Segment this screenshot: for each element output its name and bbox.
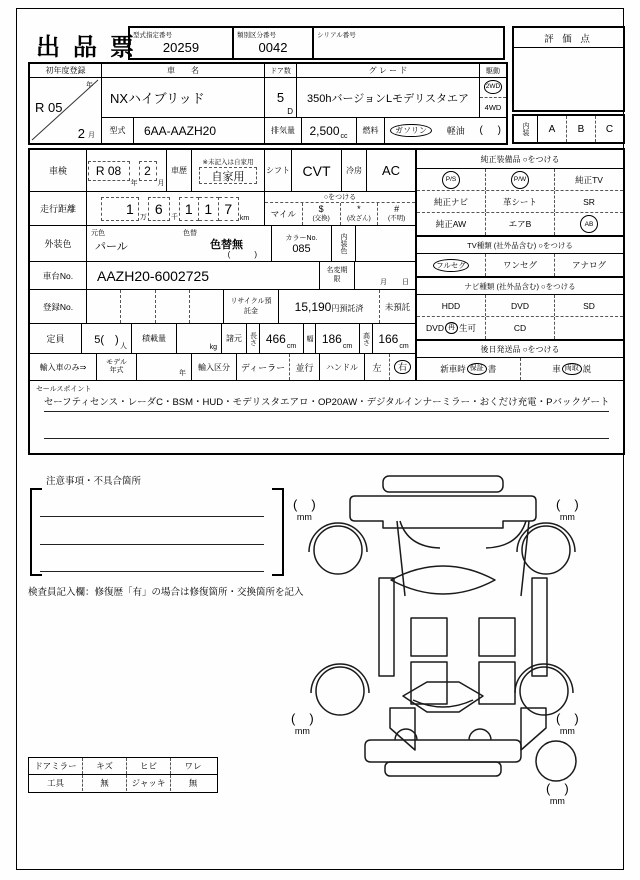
width-label-text: 幅 [306,335,313,342]
interior-color-label [332,226,356,261]
mirror-scratch: キズ [83,758,127,774]
interior-color-value [356,226,415,261]
mileage-cell [87,192,265,225]
recycle-deposit-value [279,290,380,323]
tools-row [29,775,217,791]
door-count-cell [265,78,297,117]
measurement-label-rear-left [291,712,314,736]
measurement-label-front-left [293,498,316,522]
aircon-value: AC [381,163,401,178]
exterior-color-label: 外装色 [30,226,87,261]
drivetrain-cell [480,78,506,117]
model-year-unit: 年 [179,370,186,377]
interior-grade-a: A [538,116,567,142]
warranty-book-selected [417,358,521,380]
header-table [128,26,505,60]
fuel-paren-close: ) [497,125,501,136]
measurement-label-rear-right [556,712,579,736]
odometer-marks [265,192,415,225]
capacity-cell [82,324,132,353]
name-change-deadline-cell [355,262,415,289]
exterior-color-cell [87,226,272,261]
evaluation-score-value [514,48,623,110]
notes-line-3 [40,571,264,572]
registration-cell-4 [190,290,223,323]
color-change-value: 色替無 [210,239,243,251]
first-reg-year [35,100,62,115]
mark-exchange [303,203,341,225]
mark-hash-sub: (不明) [387,215,406,223]
vehicle-main-table [28,62,508,145]
inspection-label: 車検 [30,150,87,191]
bracket-close: ) [574,497,579,512]
mirror-row [29,758,217,775]
equipment-column [415,150,623,380]
interior-color-label-text: 内装色 [340,233,347,254]
grade-label: グ レ ー ド [297,64,480,77]
navi-hdd: HDD [417,295,486,316]
inspection-month: 2 [139,161,157,181]
ab-circle: AB [580,215,598,233]
model-code-text: 6AA-AAZH20 [144,123,217,138]
color-number-cell [272,226,332,261]
registration-cell-3 [156,290,190,323]
navi-dvd: DVD [486,295,555,316]
length-cell [260,324,304,353]
interior-grade-row [512,114,625,144]
warranty-pre: 新車時 [440,364,466,374]
import-parallel: 並行 [290,354,320,380]
shift-value: CVT [292,150,342,191]
recycle-suffix: 円預託済 [331,303,364,313]
sales-point-line-2 [44,438,609,439]
bracket-close: ) [311,497,316,512]
height-label-text: 高さ [362,331,370,346]
color-change-paren: ( ) [227,250,257,259]
load-capacity-cell [177,324,222,353]
notes-bracket-left [30,488,42,576]
recycle-amount: 15,190 [294,299,332,314]
inspection-year-unit: 年 [130,180,138,187]
tv-oneseg: ワンセグ [486,254,555,276]
bracket-spare [546,782,569,795]
height-unit: cm [399,343,409,350]
ps-circle: P/S [442,171,460,189]
bracket-front-left [293,498,316,511]
car-underbody-diagram [293,470,633,800]
first-reg-year-value: 05 [48,100,63,115]
first-reg-month-unit: 月 [88,132,95,139]
shift-label: シフト [265,150,292,191]
length-value: 466 [265,331,286,346]
import-only-label: 輸入車のみ⇒ [30,354,97,380]
equip-leather-seat: 革シート [486,191,555,212]
notes-label: 注意事項・不具合箇所 [46,476,142,487]
tv-type-header: TV種類 (社外品含む) ○をつける [417,235,623,254]
mileage-unit: km [239,215,250,222]
first-registration-cell [30,64,102,143]
bracket-open: ( [293,497,298,512]
warranty-circle: 保証 [467,363,487,375]
navi-empty [555,317,623,339]
detail-table [28,148,625,455]
serial-number-label: シリアル番号 [317,32,356,39]
mirror-crack: ヒビ [127,758,171,774]
history-value: 自家用 [199,167,257,184]
import-dealer: ディーラー [237,354,290,380]
vehicle-name-value [102,78,265,117]
model-designation-label: 型式指定番号 [133,32,172,39]
interior-grade-label-text: 内装 [522,122,529,136]
evaluation-score-label: 評 価 点 [514,28,623,48]
sales-point-text: セーフティセンス・レーダC・BSM・HUD・モデリスタエアロ・OP20AW・デジタルインナーミラー・おくだけ充電・Pバックゲート [44,394,609,412]
form-title: 出品票 [36,34,147,61]
navi-type-header: ナビ種類 (社外品含む) ○をつける [417,276,623,295]
bracket-open: ( [291,711,296,726]
registration-number-cells [87,290,224,323]
bracket-open: ( [556,497,561,512]
dimensions-label: 諸元 [222,324,247,353]
first-reg-era: R [35,100,45,115]
width-label [304,324,316,353]
interior-grade-label [514,116,538,142]
width-cell [316,324,360,353]
bracket-rear-left [291,712,314,725]
color-number-value: 085 [292,242,311,255]
mirror-break: ワレ [184,761,202,771]
equip-genuine-tv: 純正TV [575,174,603,185]
import-class-label: 輸入区分 [192,354,237,380]
vehicle-name-text: NXハイブリッド [110,91,205,106]
vehicle-history-cell [192,150,265,191]
door-count-value: 5 [276,90,285,105]
tv-fullseg-selected [417,254,486,276]
mileage-label: 走行距離 [30,192,87,225]
mileage-10k-unit: 万 [139,214,147,221]
interior-grade-b: B [567,116,596,142]
name-change-month: 月 [380,279,387,286]
name-change-deadline-label: 名変期限 [320,262,355,289]
model-code-label: 型式 [102,118,134,143]
mm-unit: mm [559,726,575,736]
handle-label: ハンドル [320,354,365,380]
mm-unit: mm [549,796,565,806]
recycle-not-deposited: 未預託 [384,301,411,312]
mark-tampered [341,203,379,225]
mark-hash: # [394,204,400,215]
model-year-label: モデル年式 [97,354,137,380]
chassis-number-value [87,262,320,289]
equip-sunroof: SR [583,196,595,207]
height-cell [373,324,415,353]
dvd-play-post: 生可 [458,323,476,333]
vehicle-name-label: 車 名 [102,64,265,77]
warranty-post: 書 [487,364,497,374]
first-reg-year-unit: 年 [86,82,93,89]
tools-none: 無 [83,775,127,791]
mileage-d1: 1 [179,197,199,221]
model-code-value [134,118,265,143]
capacity-unit: 人 [120,343,127,350]
displacement-cell [302,118,357,143]
mileage-d2: 1 [199,197,219,221]
equip-genuine-aw: 純正AW [417,213,486,235]
inspection-month-unit: 月 [157,180,165,187]
mirror-label: ドアミラー [29,758,83,774]
history-note: ※未記入は自家用 [202,159,254,166]
jack-none: 無 [188,778,198,788]
length-label-text: 長さ [249,331,257,346]
color-change-label: 色替 [183,230,197,237]
chassis-number-label: 車台No. [30,262,87,289]
navi-cd: CD [486,317,555,339]
mm-unit: mm [294,726,310,736]
door-mirror-table [28,757,218,793]
mark-dollar-sub: (交換) [312,215,330,223]
fuel-paren-open: ( [479,125,483,136]
handle-right-text: 右 [394,360,411,375]
model-year-cell [137,354,192,380]
manual-pre: 車 [552,364,561,374]
notes-line-1 [40,516,264,517]
chassis-number-text: AAZH20-6002725 [97,267,210,284]
inspector-note: 検査員記入欄：修復歴「有」の場合は修復箇所・交換箇所を記入 [28,587,304,598]
equip-airbag: エアB [486,213,555,235]
fuel-cell [385,118,506,143]
original-color-label: 元色 [91,230,105,237]
inspection-year: R 08 [88,161,130,181]
mark-dollar: $ [318,204,324,215]
handle-left: 左 [365,354,390,380]
measurement-label-spare [546,782,569,806]
length-unit: cm [286,343,297,350]
displacement-label: 排気量 [265,118,302,143]
notes-bracket-right [272,488,284,576]
width-unit: cm [342,343,353,350]
bracket-front-right [556,498,579,511]
bracket-rear-right [556,712,579,725]
notes-line-2 [40,544,264,545]
tools-label: 工具 [29,775,83,791]
mileage-1k: 6 [148,197,170,221]
handle-right-selected [390,354,415,380]
classification-number-label: 類別区分番号 [237,32,276,39]
height-value: 166 [378,331,399,346]
jack-label: ジャッキ [127,775,171,791]
odometer-marks-header: ○をつける [265,192,415,203]
fuel-label: 燃料 [357,118,385,143]
registration-cell-2 [121,290,155,323]
grade-value: 350hバージョンLモデリスタエア [297,78,480,117]
fullseg-circle: フルセグ [433,259,469,272]
tv-analog: アナログ [571,260,606,270]
load-capacity-unit: kg [209,344,217,351]
length-label [247,324,260,353]
door-count-label: ドア数 [265,64,297,77]
drivetrain-label: 駆動 [486,67,500,75]
equip-ab-selected [555,213,623,235]
first-registration-label: 初年度登録 [30,64,101,78]
classification-number-value: 0042 [258,39,288,55]
capacity-label: 定員 [30,324,82,353]
manual-post: 説 [582,364,592,374]
bracket-close: ) [309,711,314,726]
dvd-playable-selected [417,317,486,339]
bracket-close: ) [574,711,579,726]
displacement-value: 2,500 [309,123,340,138]
genuine-equipment-header: 純正装備品 ○をつける [417,150,623,169]
sales-point-label: セールスポイント [36,386,92,393]
registration-number-label: 登録No. [30,290,87,323]
classification-number-cell [234,28,314,58]
load-capacity-label: 積載量 [132,324,177,353]
interior-grade-c: C [605,123,614,135]
mark-star-sub: (改ざん) [346,215,371,223]
later-shipping-header: 後日発送品 ○をつける [417,339,623,358]
manual-circle: 両取 [562,363,582,375]
equip-genuine-navi: 純正ナビ [417,191,486,212]
pw-circle: P/W [511,171,529,189]
mileage-1k-unit: 千 [170,214,178,221]
name-change-day: 日 [402,279,409,286]
mark-unknown [378,203,415,225]
inspection-expiry-cell [87,150,167,191]
history-label: 車歴 [167,150,192,191]
sales-point-section [30,380,623,453]
dvd-play-circle: 再 [445,322,458,334]
drivetrain-4wd: 4WD [484,102,502,112]
serial-number-cell [314,28,503,58]
registration-cell-1 [87,290,121,323]
displacement-unit: cc [340,133,348,140]
mm-unit: mm [559,512,575,522]
model-designation-value: 20259 [162,39,200,55]
vehicle-manual-selected [521,358,624,380]
original-color-value: パール [95,241,128,253]
door-count-sub: D [287,107,293,116]
model-designation-cell [130,28,234,58]
capacity-value: 5( ) [94,333,119,346]
aircon-label: 冷房 [342,150,367,191]
mark-star: * [357,204,361,215]
mm-unit: mm [296,512,312,522]
evaluation-score-box [512,26,625,112]
color-number-label: カラーNo. [285,234,318,242]
measurement-label-front-right [556,498,579,522]
fuel-diesel: 軽油 [446,126,465,136]
first-reg-month: 2 [77,126,85,141]
recycle-deposit-label: リサイクル預託金 [224,290,279,323]
mileage-10k: 1 [101,197,139,221]
height-label [360,324,373,353]
fuel-gasoline-selected: ガソリン [390,124,432,138]
width-value: 186 [321,331,342,346]
bracket-close: ) [564,781,569,796]
mileage-d3: 7 [219,197,239,221]
equip-pw-selected [486,169,555,190]
bracket-open: ( [546,781,551,796]
dvd-play-pre: DVD [426,323,444,333]
equip-ps-selected [417,169,486,190]
navi-sd: SD [583,300,595,311]
bracket-open: ( [556,711,561,726]
drivetrain-2wd-selected: 2WD [484,80,502,94]
mark-mile: マイル [265,203,303,225]
